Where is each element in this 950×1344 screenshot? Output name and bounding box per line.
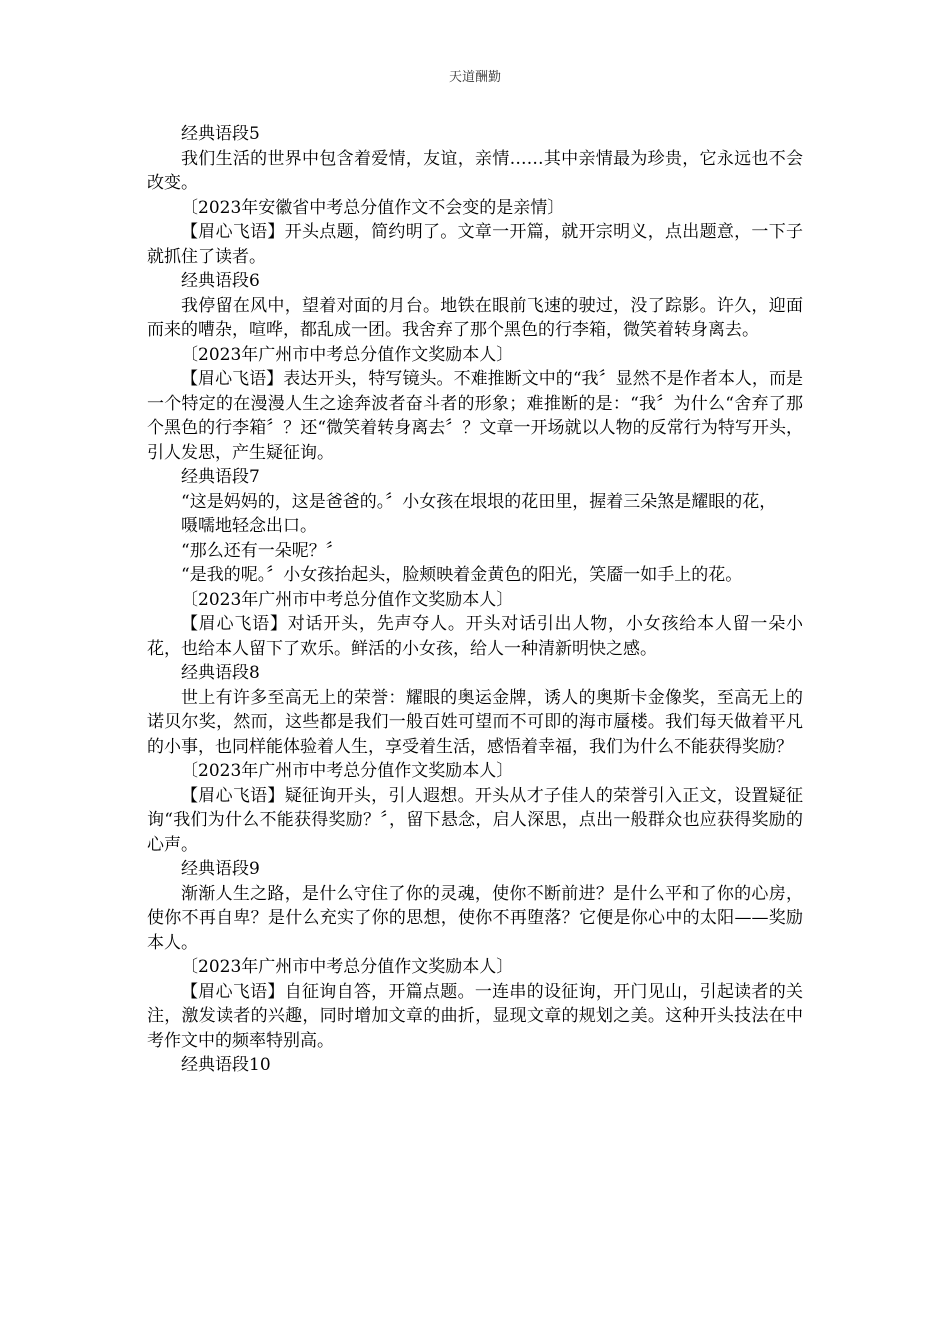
commentary-paragraph: 【眉心飞语】对话开头，先声夺人。开头对话引出人物，小女孩给本人留一朵小花，也给本人留下了欢乐。鲜活的小女孩，给人一种清新明快之感。 — [147, 614, 803, 659]
page-header: 天道酬勤 — [448, 70, 501, 85]
commentary-paragraph: 【眉心飞语】疑征询开头，引人遐想。开头从才子佳人的荣誉引入正文，设置疑征询“我们为什么不能获得奖励？〞，留下悬念，启人深思，点出一般群众也应获得奖励的心声。 — [147, 785, 803, 855]
section-heading-9: 经典语段9 — [181, 859, 260, 879]
commentary-paragraph: 【眉心飞语】开头点题，简约明了。文章一开篇，就开宗明义，点出题意，一下子就抓住了读者。 — [147, 222, 803, 267]
source-citation: 〔2023年安徽省中考总分值作文不会变的是亲情〕 — [181, 197, 565, 218]
excerpt-paragraph: 我停留在风中，望着对面的月台。地铁在眼前飞速的驶过，没了踪影。许久，迎面而来的嘈杂，喧哗，都乱成一团。我舍弃了那个黑色的行李箱，微笑着转身离去。 — [147, 295, 803, 340]
section-heading-8: 经典语段8 — [181, 663, 260, 683]
section-heading-10: 经典语段10 — [181, 1055, 271, 1075]
commentary-paragraph: 【眉心飞语】表达开头，特写镜头。不难推断文中的“我〞显然不是作者本人，而是一个特定的在漫漫人生之途奔波者奋斗者的形象；难推断的是：“我〞为什么“舍弃了那个黑色的行李箱〞？还“微笑着转身离去〞？文章一开场就以人物的反常行为特写开头，引人发思，产生疑征询。 — [147, 369, 803, 463]
excerpt-paragraph: 嗫嚅地轻念出口。 — [181, 516, 317, 536]
commentary-paragraph: 【眉心飞语】自征询自答，开篇点题。一连串的设征询，开门见山，引起读者的关注，激发读者的兴趣，同时增加文章的曲折，显现文章的规划之美。这种开头技法在中考作文中的频率特别高。 — [147, 981, 803, 1051]
excerpt-paragraph: “这是妈妈的，这是爸爸的。〞小女孩在垠垠的花田里，握着三朵煞是耀眼的花， — [181, 491, 777, 512]
source-citation: 〔2023年广州市中考总分值作文奖励本人〕 — [181, 589, 514, 610]
document-body — [147, 122, 803, 1078]
section-heading-5: 经典语段5 — [181, 124, 260, 144]
excerpt-paragraph: 世上有许多至高无上的荣誉：耀眼的奥运金牌，诱人的奥斯卡金像奖，至高无上的诺贝尔奖，然而，这些都是我们一般百姓可望而不可即的海市蜃楼。我们每天做着平凡的小事，也同样能体验着人生，享受着生活，感悟着幸福，我们为什么不能获得奖励？ — [147, 687, 803, 757]
excerpt-paragraph: “那么还有一朵呢？〞 — [181, 540, 343, 561]
excerpt-paragraph: 渐渐人生之路，是什么守住了你的灵魂，使你不断前进？是什么平和了你的心房，使你不再自卑？是什么充实了你的思想，使你不再堕落？它便是你心中的太阳——奖励本人。 — [147, 883, 803, 953]
excerpt-paragraph: “是我的呢。〞小女孩抬起头，脸颊映着金黄色的阳光，笑靥一如手上的花。 — [181, 565, 743, 585]
section-heading-7: 经典语段7 — [181, 467, 260, 487]
excerpt-paragraph: 我们生活的世界中包含着爱情，友谊，亲情……其中亲情最为珍贵，它永远也不会改变。 — [147, 148, 803, 193]
source-citation: 〔2023年广州市中考总分值作文奖励本人〕 — [181, 957, 514, 977]
source-citation: 〔2023年广州市中考总分值作文奖励本人〕 — [181, 761, 514, 781]
section-heading-6: 经典语段6 — [181, 271, 260, 291]
source-citation: 〔2023年广州市中考总分值作文奖励本人〕 — [181, 344, 514, 365]
